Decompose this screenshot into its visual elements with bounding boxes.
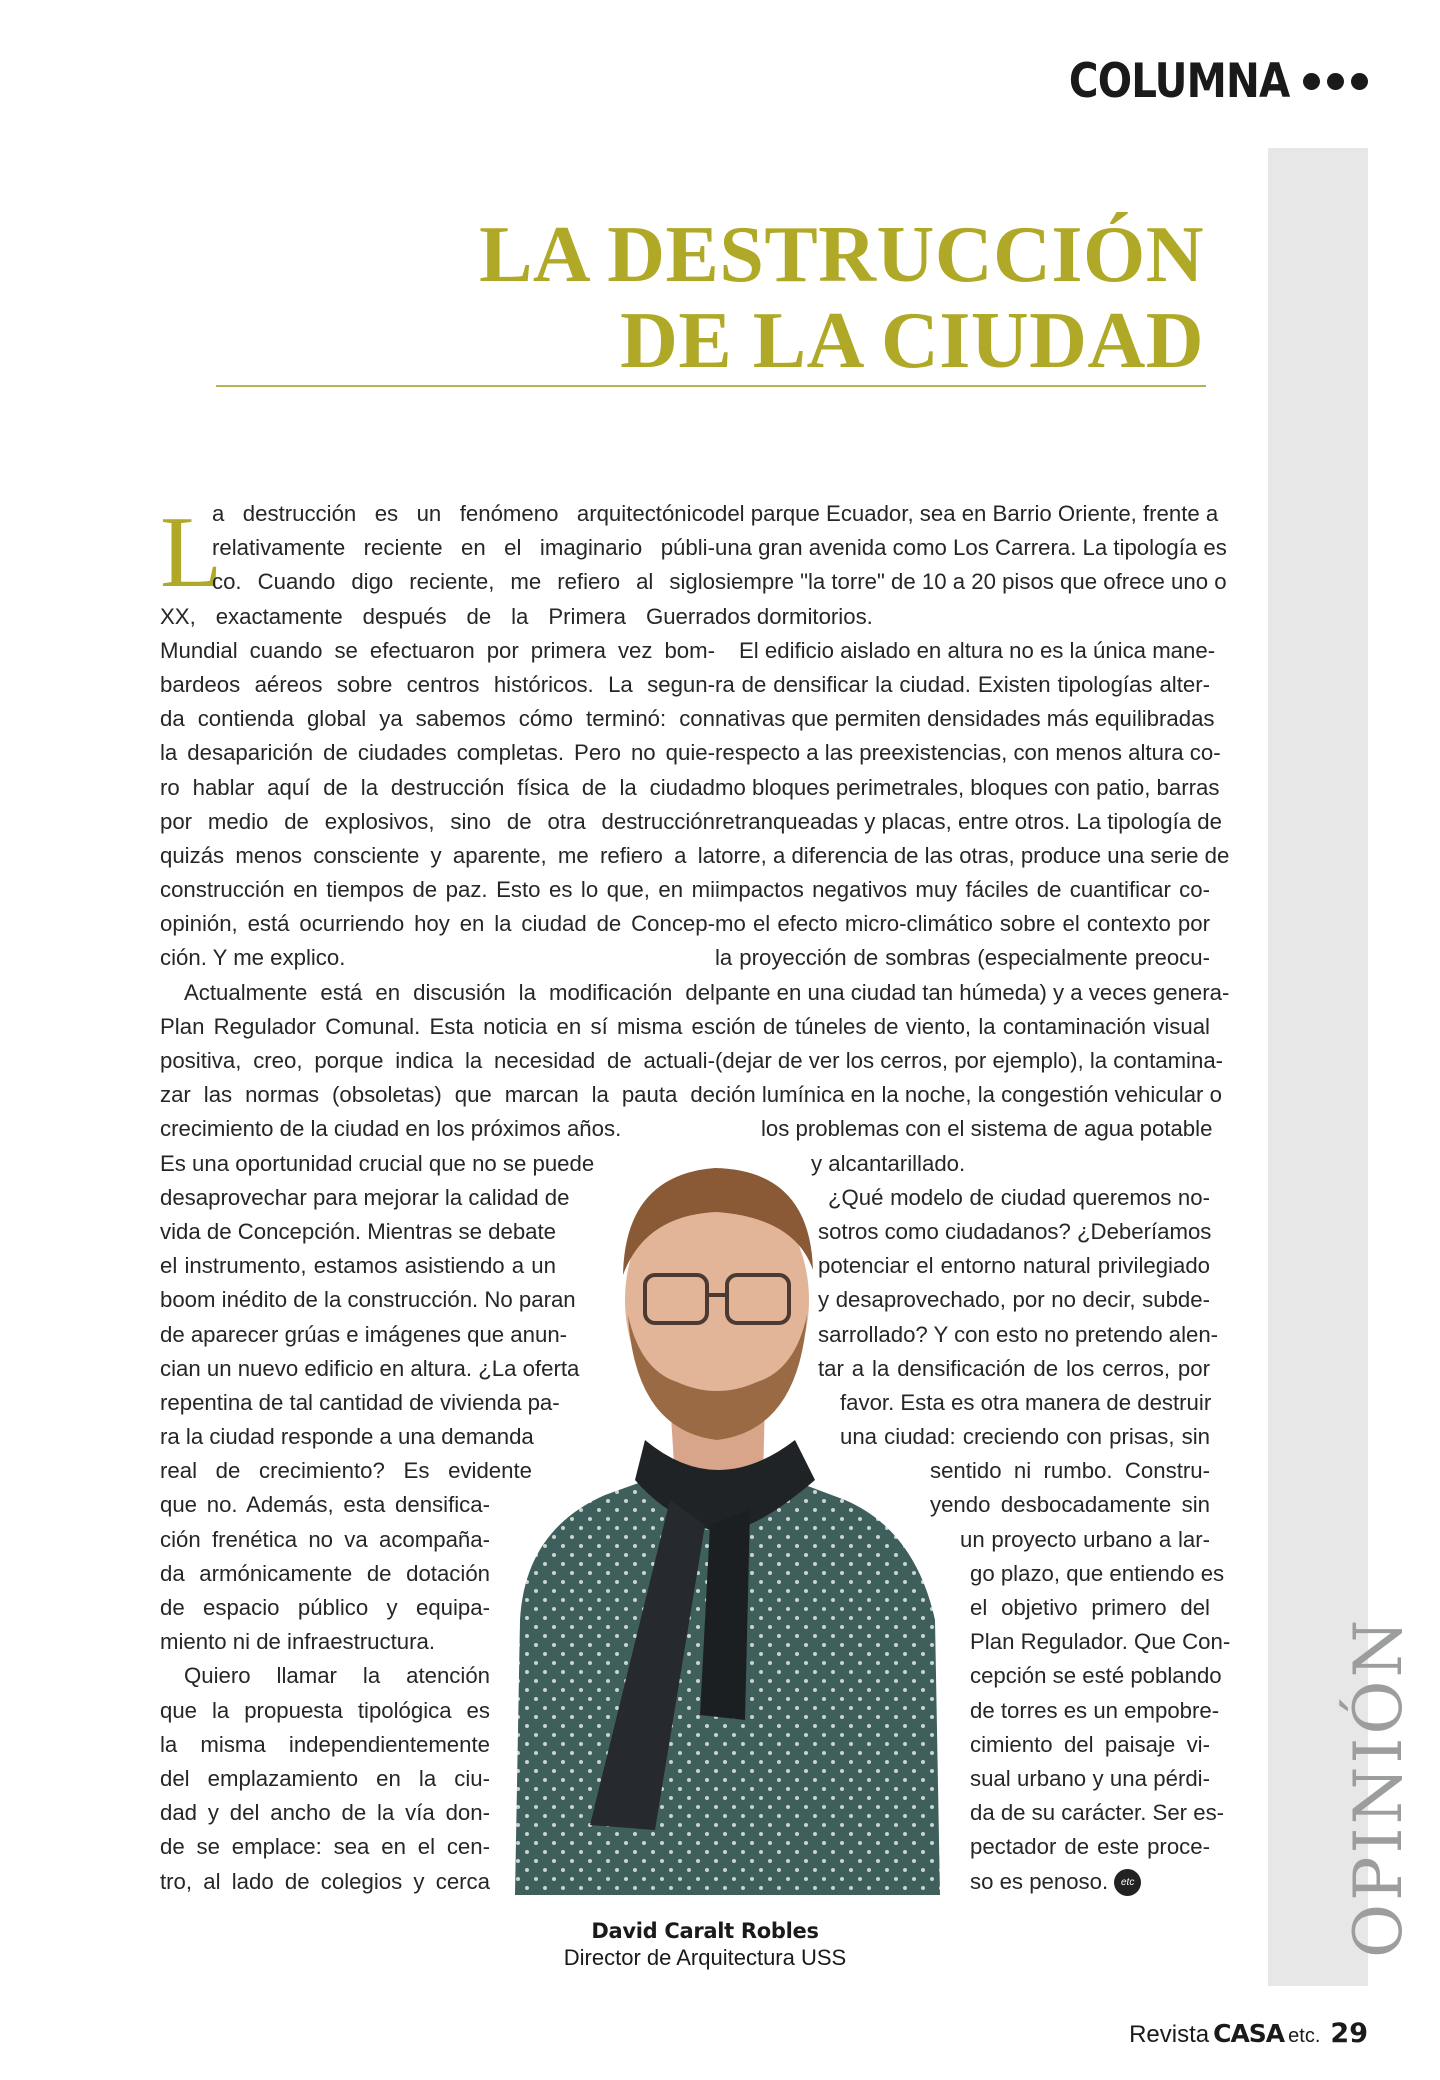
text-line: opinión, está ocurriendo hoy en la ciudad de Concep-: [160, 911, 715, 937]
text-line: retranqueadas y placas, entre otros. La tipología de: [715, 808, 1222, 834]
text-line: una gran avenida como Los Carrera. La tipología es: [715, 535, 1227, 561]
text-line: Mundial cuando se efectuaron por primera vez bom-: [160, 637, 715, 663]
text-line: zar las normas (obsoletas) que marcan la pauta de: [160, 1082, 715, 1108]
text-line: ción de túneles de viento, la contaminación visual: [715, 1013, 1210, 1039]
text-line: ción. Y me explico.: [160, 945, 346, 971]
title-line-2: DE LA CIUDAD: [620, 297, 1204, 385]
text-line: sual urbano y una pérdi-: [970, 1765, 1210, 1791]
text-line: y alcantarillado.: [811, 1150, 966, 1176]
text-line: y desaprovechado, por no decir, subde-: [818, 1287, 1210, 1313]
author-name: David Caralt Robles: [591, 1919, 819, 1943]
text-line: El edificio aislado en altura no es la única mane-: [739, 637, 1216, 663]
text-line: sotros como ciudadanos? ¿Deberíamos: [818, 1218, 1212, 1244]
text-line: dos dormitorios.: [715, 603, 873, 629]
photo-caption: [530, 1919, 880, 1971]
text-line: torre, a diferencia de las otras, produce una serie de: [715, 842, 1230, 868]
text-line: pante en una ciudad tan húmeda) y a veces genera-: [715, 979, 1230, 1005]
text-line: mo bloques perimetrales, bloques con patio, barras: [715, 774, 1220, 800]
text-line: da contienda global ya sabemos cómo terminó: con: [160, 706, 715, 732]
text-line: mo el efecto micro-climático sobre el contexto por: [715, 911, 1210, 937]
text-line: la misma independientemente: [160, 1731, 490, 1757]
text-line: ¿Qué modelo de ciudad queremos no-: [828, 1184, 1210, 1210]
footer-brand: CASA: [1213, 2019, 1285, 2048]
text-line: da de su carácter. Ser es-: [970, 1800, 1225, 1826]
text-line: Plan Regulador Comunal. Esta noticia en sí misma es: [160, 1013, 715, 1039]
text-line: yendo desbocadamente sin: [930, 1492, 1210, 1518]
text-line: quizás menos consciente y aparente, me refiero a la: [160, 842, 715, 868]
text-line: bardeos aéreos sobre centros históricos. La segun-: [160, 671, 715, 697]
text-line: boom inédito de la construcción. No paran: [160, 1287, 576, 1313]
text-line: Es una oportunidad crucial que no se puede: [160, 1150, 595, 1176]
article-title: [479, 212, 1204, 384]
text-line: pectador de este proce-: [970, 1834, 1210, 1860]
text-line: ra la ciudad responde a una demanda: [160, 1424, 534, 1450]
text-line: una ciudad: creciendo con prisas, sin: [840, 1424, 1210, 1450]
text-line: un proyecto urbano a lar-: [960, 1526, 1210, 1552]
text-line: a destrucción es un fenómeno arquitectónico: [212, 501, 715, 526]
text-line: siempre "la torre" de 10 a 20 pisos que ofrece uno o: [715, 569, 1227, 595]
text-line: sentido ni rumbo. Constru-: [930, 1458, 1210, 1484]
section-header: [1033, 54, 1368, 109]
section-dots: [1303, 73, 1368, 90]
text-line: respecto a las preexistencias, con menos altura co-: [715, 740, 1221, 766]
text-line: sarrollado? Y con esto no pretendo alen-: [818, 1321, 1219, 1347]
section-label: COLUMNA: [1068, 54, 1289, 109]
text-line: construcción en tiempos de paz. Esto es lo que, en mi: [160, 877, 715, 903]
author-portrait: [495, 1100, 945, 1895]
text-line: Plan Regulador. Que Con-: [970, 1629, 1231, 1655]
text-line: del emplazamiento en la ciu-: [160, 1765, 490, 1791]
text-line: XX, exactamente después de la Primera Guerra: [160, 603, 715, 629]
text-line: que no. Además, esta densifica-: [160, 1492, 490, 1518]
text-line: de espacio público y equipa-: [160, 1595, 490, 1620]
text-line: potenciar el entorno natural privilegiado: [818, 1253, 1210, 1279]
text-line: tar a la densificación de los cerros, por: [818, 1355, 1210, 1381]
text-line: ción lumínica en la noche, la congestión vehicular o: [715, 1082, 1222, 1108]
drop-cap: L: [160, 496, 223, 609]
text-line: nativas que permiten densidades más equilibradas: [715, 706, 1215, 732]
text-line: de torres es un empobre-: [970, 1697, 1220, 1723]
text-line: impactos negativos muy fáciles de cuantificar co-: [715, 877, 1210, 903]
text-line: miento ni de infraestructura.: [160, 1629, 436, 1655]
text-line: Actualmente está en discusión la modificación del: [184, 979, 715, 1005]
text-line: co. Cuando digo reciente, me refiero al siglo: [212, 569, 715, 595]
text-line: la proyección de sombras (especialmente preocu-: [715, 945, 1210, 971]
text-line: cian un nuevo edificio en altura. ¿La oferta: [160, 1355, 580, 1381]
text-line: crecimiento de la ciudad en los próximos años.: [160, 1116, 622, 1142]
text-line: ro hablar aquí de la destrucción física de la ciudad: [160, 774, 715, 800]
text-line: favor. Esta es otra manera de destruir: [840, 1389, 1212, 1415]
text-line: da armónicamente de dotación: [160, 1560, 490, 1586]
page-number: 29: [1330, 2018, 1368, 2049]
text-line: cimiento del paisaje vi-: [970, 1731, 1210, 1757]
text-line: tro, al lado de colegios y cerca: [160, 1868, 490, 1894]
opinion-side-label: OPINIÓN: [1340, 1616, 1417, 1958]
text-line: el objetivo primero del: [970, 1595, 1210, 1620]
text-line: dad y del ancho de la vía don-: [160, 1800, 490, 1826]
title-line-1: LA DESTRUCCIÓN: [479, 211, 1204, 299]
text-line: de aparecer grúas e imágenes que anun-: [160, 1321, 568, 1347]
text-line: repentina de tal cantidad de vivienda pa-: [160, 1389, 560, 1415]
text-line: por medio de explosivos, sino de otra destrucción: [160, 808, 715, 834]
footer-suffix: etc.: [1288, 2025, 1321, 2047]
footer-magazine: Revista: [1129, 2021, 1210, 2048]
title-rule: [216, 385, 1206, 387]
text-line: el instrumento, estamos asistiendo a un: [160, 1253, 556, 1279]
page-footer: [1129, 2018, 1368, 2049]
text-line: del parque Ecuador, sea en Barrio Oriente, frente a: [715, 501, 1219, 526]
text-line: que la propuesta tipológica es: [160, 1697, 490, 1723]
text-line: go plazo, que entiendo es: [970, 1560, 1225, 1586]
text-line: desaprovechar para mejorar la calidad de: [160, 1184, 570, 1210]
text-line: positiva, creo, porque indica la necesidad de actuali-: [160, 1048, 715, 1073]
text-line: real de crecimiento? Es evidente: [160, 1458, 532, 1484]
text-line: so es penoso. etc: [970, 1865, 1210, 1899]
author-role: Director de Arquitectura USS: [563, 1945, 847, 1970]
text-line: ción frenética no va acompaña-: [160, 1526, 490, 1552]
text-line: ra de densificar la ciudad. Existen tipologías alter-: [715, 671, 1210, 697]
text-line: de se emplace: sea en el cen-: [160, 1834, 490, 1860]
text-line: la desaparición de ciudades completas. Pero no quie-: [160, 740, 715, 766]
text-line: (dejar de ver los cerros, por ejemplo), la contamina-: [715, 1048, 1224, 1073]
text-line: relativamente reciente en el imaginario públi-: [212, 535, 715, 561]
text-line: Quiero llamar la atención: [184, 1663, 490, 1689]
text-line: vida de Concepción. Mientras se debate: [160, 1218, 556, 1244]
text-line: cepción se esté poblando: [970, 1663, 1222, 1689]
text-line: los problemas con el sistema de agua potable: [761, 1116, 1213, 1142]
end-mark-icon: etc: [1114, 1869, 1141, 1896]
